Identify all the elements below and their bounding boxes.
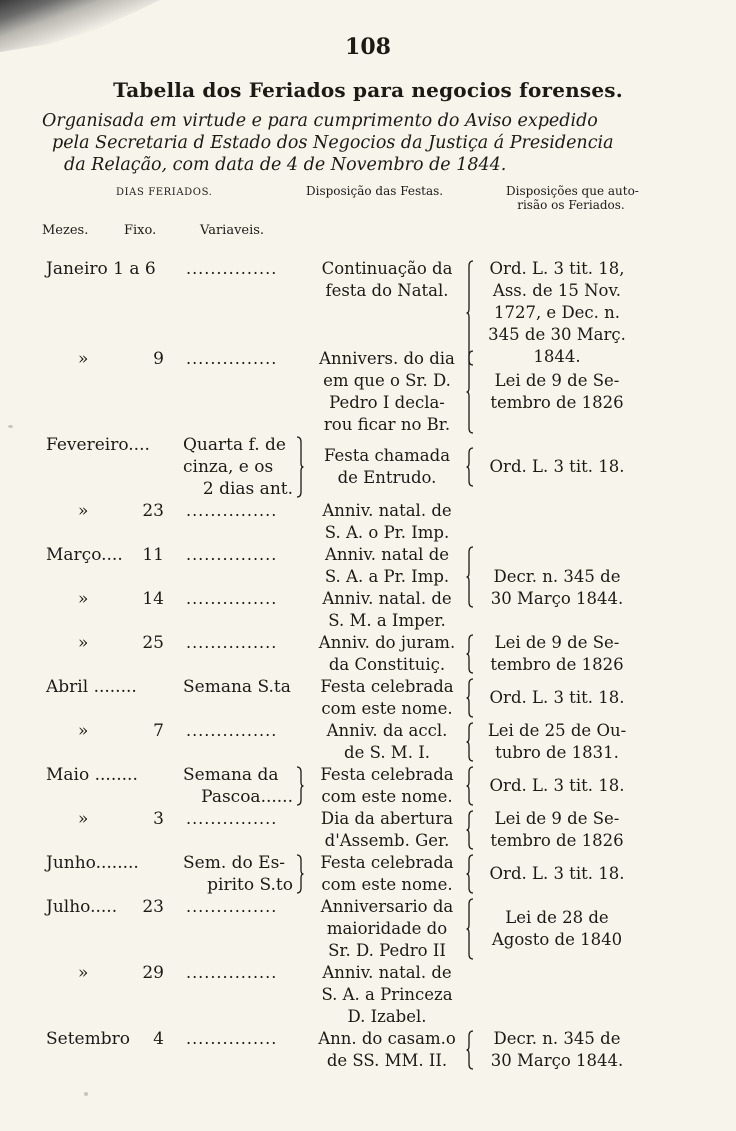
festa-cell <box>312 588 462 632</box>
festa-line: Pedro I decla- <box>329 393 445 412</box>
disposicao-line: Decr. n. 345 de <box>493 1029 621 1048</box>
festa-line: festa do Natal. <box>325 281 449 300</box>
fixed-day-cell: 29 <box>142 963 164 983</box>
header-fixo: Fixo. <box>124 223 157 238</box>
left-brace <box>466 854 474 894</box>
disposicao-line: Ord. L. 3 tit. 18, <box>489 259 625 278</box>
ink-spot <box>8 425 13 428</box>
festa-line: Anniv. natal. de <box>322 963 452 982</box>
month-cell: Maio ........ <box>46 765 138 785</box>
disposicao-line: tembro de 1826 <box>490 831 624 850</box>
right-brace <box>296 854 304 894</box>
ink-spot <box>84 1092 88 1096</box>
disposicao-cell <box>478 258 636 368</box>
variable-day-cell <box>183 676 293 698</box>
fixed-day-cell: 25 <box>142 633 164 653</box>
variable-day-cell <box>183 852 293 896</box>
disposicao-cell <box>478 632 636 676</box>
leader-dots: ............... <box>186 589 278 608</box>
festa-line: Festa celebrada <box>320 765 454 784</box>
month-cell: » <box>78 963 89 983</box>
leader-dots: ............... <box>186 809 278 828</box>
festa-cell <box>312 632 462 676</box>
fixed-day-cell: 3 <box>153 809 164 829</box>
disposicao-cell <box>478 863 636 885</box>
festa-cell <box>312 348 462 436</box>
page-number: 108 <box>345 34 391 60</box>
festa-line: Festa celebrada <box>320 677 454 696</box>
festa-line: da Constituiç. <box>328 655 446 674</box>
month-cell: Janeiro 1 a 6 <box>46 259 156 279</box>
left-brace <box>466 722 474 762</box>
festa-line: de S. M. I. <box>344 743 430 762</box>
festa-line: S. A. a Princeza <box>321 985 453 1004</box>
header-mezes: Mezes. <box>42 223 89 238</box>
left-brace <box>466 766 474 806</box>
festa-line: Anniv. natal. de <box>322 589 452 608</box>
leader-dots: ............... <box>186 963 278 982</box>
disposicao-cell <box>478 687 636 709</box>
festa-line: com este nome. <box>321 787 453 806</box>
disposicao-cell <box>478 1028 636 1072</box>
festa-line: com este nome. <box>321 875 453 894</box>
festa-cell <box>312 720 462 764</box>
left-brace <box>466 447 474 487</box>
leader-dots: ............... <box>186 501 278 520</box>
festa-line: D. Izabel. <box>347 1007 427 1026</box>
fixed-day-cell: 9 <box>153 349 164 369</box>
disposicao-line: Lei de 9 de Se- <box>494 371 620 390</box>
variable-day-line: Semana S.ta <box>183 677 291 697</box>
festa-line: Anniv. natal. de <box>322 501 452 520</box>
subtitle-line-3: da Relação, com data de 4 de Novembro de 1844. <box>64 155 507 175</box>
header-disposicoes-line-1: Disposições que auto- <box>506 184 639 198</box>
festa-line: Anniv. do juram. <box>318 633 456 652</box>
month-cell: Abril ........ <box>46 677 137 697</box>
disposicao-line: Lei de 9 de Se- <box>494 633 620 652</box>
festa-line: Festa chamada <box>323 446 451 465</box>
disposicao-line: Ord. L. 3 tit. 18. <box>489 776 625 795</box>
fixed-day-cell: 23 <box>142 501 164 521</box>
disposicao-cell <box>478 720 636 764</box>
fixed-day-cell: 7 <box>153 721 164 741</box>
left-brace <box>466 1030 474 1070</box>
left-brace <box>466 898 474 960</box>
disposicao-line: Ass. de 15 Nov. <box>492 281 622 300</box>
month-cell: » <box>78 721 89 741</box>
disposicao-line: Agosto de 1840 <box>491 930 623 949</box>
variable-day-cell <box>183 434 293 500</box>
subtitle-line-2: pela Secretaria d Estado dos Negocios da Justiça á Presidencia <box>52 133 614 153</box>
disposicao-line: Lei de 28 de <box>505 908 609 927</box>
festa-cell <box>312 962 462 1028</box>
disposicao-line: 1727, e Dec. n. <box>493 303 621 322</box>
left-brace <box>466 634 474 674</box>
fixed-day-cell: 14 <box>142 589 164 609</box>
disposicao-line: 345 de 30 Març. <box>488 325 626 344</box>
festa-line: com este nome. <box>321 699 453 718</box>
variable-day-line: Quarta f. de <box>183 435 286 455</box>
leader-dots: ............... <box>186 897 278 916</box>
festa-cell <box>312 852 462 896</box>
month-cell: » <box>78 349 89 369</box>
right-brace <box>296 436 304 498</box>
page-title: Tabella dos Feriados para negocios forenses. <box>113 78 623 102</box>
leader-dots: ............... <box>186 633 278 652</box>
leader-dots: ............... <box>186 349 278 368</box>
leader-dots: ............... <box>186 1029 278 1048</box>
month-cell: » <box>78 501 89 521</box>
festa-line: S. M. a Imper. <box>328 611 446 630</box>
month-cell: Março.... <box>46 545 123 565</box>
variable-day-line: Semana da <box>183 765 279 785</box>
month-cell: Fevereiro.... <box>46 435 150 455</box>
festa-line: Festa celebrada <box>320 853 454 872</box>
subtitle-line-1: Organisada em virtude e para cumprimento do Aviso expedido <box>42 111 598 131</box>
disposicao-line: tubro de 1831. <box>495 743 619 762</box>
festa-cell <box>312 764 462 808</box>
festa-cell <box>312 544 462 588</box>
variable-day-line: pirito S.to <box>207 875 293 895</box>
variable-day-line: 2 dias ant. <box>202 479 293 499</box>
festa-cell <box>312 808 462 852</box>
header-disposicao-festas: Disposição das Festas. <box>306 184 444 198</box>
disposicao-cell <box>478 456 636 478</box>
disposicao-line: Ord. L. 3 tit. 18. <box>489 688 625 707</box>
fixed-day-cell: 23 <box>142 897 164 917</box>
variable-day-line: Pascoa...... <box>201 787 293 807</box>
festa-cell <box>312 1028 462 1072</box>
festa-line: Annivers. do dia <box>319 349 455 368</box>
left-brace <box>466 546 474 608</box>
month-cell: Setembro <box>46 1029 130 1049</box>
festa-line: d'Assemb. Ger. <box>324 831 450 850</box>
festa-line: Sr. D. Pedro II <box>328 941 446 960</box>
variable-day-cell <box>183 764 293 808</box>
festa-line: Dia da abertura <box>320 809 454 828</box>
subtitle <box>42 110 642 176</box>
month-cell: » <box>78 809 89 829</box>
festa-line: Anniversario da <box>320 897 454 916</box>
festa-line: em que o Sr. D. <box>323 371 451 390</box>
festa-cell <box>312 258 462 302</box>
header-variaveis: Variaveis. <box>200 223 265 238</box>
festa-cell <box>312 676 462 720</box>
fixed-day-cell: 11 <box>142 545 164 565</box>
variable-day-line: Sem. do Es- <box>183 853 286 873</box>
festa-line: de Entrudo. <box>337 468 437 487</box>
disposicao-line: 1844. <box>533 347 581 366</box>
disposicao-cell <box>478 370 636 414</box>
disposicao-line: Lei de 25 de Ou- <box>487 721 627 740</box>
festa-line: de SS. MM. II. <box>326 1051 448 1070</box>
disposicao-line: tembro de 1826 <box>490 393 624 412</box>
disposicao-line: 30 Março 1844. <box>490 1051 624 1070</box>
header-dias-feriados: DIAS FERIADOS. <box>116 187 213 198</box>
festa-line: S. A. a Pr. Imp. <box>324 567 450 586</box>
variable-day-line: cinza, e os <box>183 457 274 477</box>
header-disposicoes-line-2: risão os Feriados. <box>517 198 625 212</box>
festa-line: Anniv. natal de <box>324 545 450 564</box>
festa-line: maioridade do <box>326 919 448 938</box>
leader-dots: ............... <box>186 545 278 564</box>
festa-line: Anniv. da accl. <box>326 721 448 740</box>
festa-line: Continuação da <box>321 259 453 278</box>
disposicao-line: 30 Março 1844. <box>490 589 624 608</box>
left-brace <box>466 678 474 718</box>
disposicao-line: Ord. L. 3 tit. 18. <box>489 457 625 476</box>
festa-cell <box>312 500 462 544</box>
leader-dots: ............... <box>186 721 278 740</box>
month-cell: Junho........ <box>46 853 139 873</box>
leader-dots: ............... <box>186 259 278 278</box>
disposicao-line: Ord. L. 3 tit. 18. <box>489 864 625 883</box>
festa-line: Ann. do casam.o <box>318 1029 456 1048</box>
disposicao-line: Lei de 9 de Se- <box>494 809 620 828</box>
disposicao-cell <box>478 566 636 610</box>
festa-cell <box>312 445 462 489</box>
left-brace <box>466 810 474 850</box>
disposicao-cell <box>478 775 636 797</box>
disposicao-cell <box>478 808 636 852</box>
disposicao-line: tembro de 1826 <box>490 655 624 674</box>
header-disposicoes <box>506 184 639 212</box>
festa-cell <box>312 896 462 962</box>
disposicao-line: Decr. n. 345 de <box>493 567 621 586</box>
festa-line: rou ficar no Br. <box>323 415 451 434</box>
month-cell: » <box>78 633 89 653</box>
fixed-day-cell: 4 <box>153 1029 164 1049</box>
month-cell: » <box>78 589 89 609</box>
left-brace <box>466 350 474 434</box>
disposicao-cell <box>478 907 636 951</box>
month-cell: Julho..... <box>46 897 118 917</box>
right-brace <box>296 766 304 806</box>
festa-line: S. A. o Pr. Imp. <box>324 523 450 542</box>
